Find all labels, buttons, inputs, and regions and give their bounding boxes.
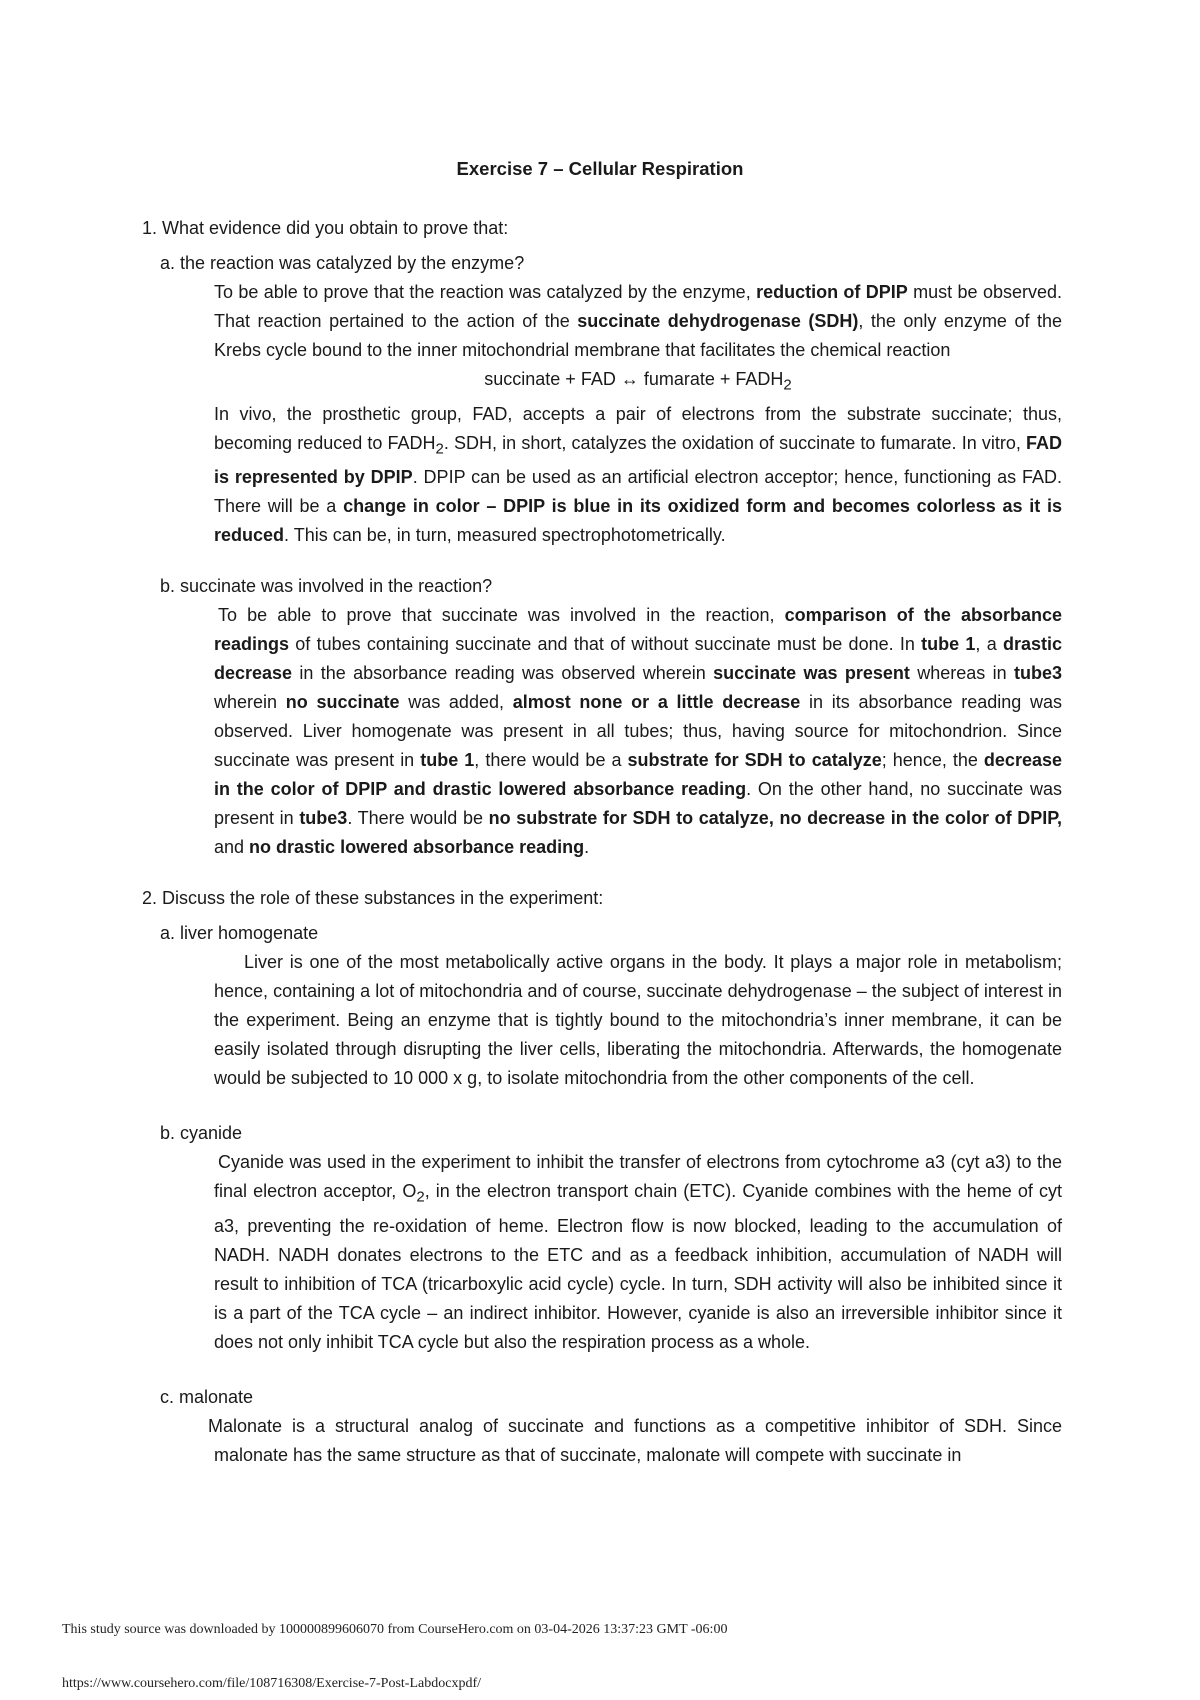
question-2a-label: a. liver homogenate [160, 923, 319, 944]
document-body [142, 214, 1062, 1470]
download-notice: This study source was downloaded by 100000899606070 from CourseHero.com on 03-04-2026 13:37:23 GMT -06:00 [62, 1622, 728, 1637]
question-2: 2. Discuss the role of these substances in the experiment: [142, 888, 604, 909]
answer-1a-paragraph-2: In vivo, the prosthetic group, FAD, accepts a pair of electrons from the substrate succinate; thus, becoming reduced to $FADH_2$. SDH, in short, catalyzes the oxidation of succinate to fumarate. In vitro, FAD is represented by DPIP. DPIP can be used as an artificial electron acceptor; hence, functioning as FAD. There will be a change in color – DPIP is blue in its oxidized form and becomes colorless as it is reduced. This can be, in turn, measured spectrophotometrically. [214, 403, 1062, 546]
answer-2b-paragraph: Cyanide was used in the experiment to inhibit the transfer of electrons from cytochrome a3 (cyt a3) to the final electron acceptor, $O_2$, in the electron transport chain (ETC). Cyanide combines with the heme of cyt a3, preventing the re-oxidation of heme. Electron flow is now blocked, leading to the accumulation of NADH. NADH donates electrons to the ETC and as a feedback inhibition, accumulation of NADH will result to inhibition of TCA (tricarboxylic acid cycle) cycle. In turn, SDH activity will also be inhibited since it is a part of the TCA cycle – an indirect inhibitor. However, cyanide is also an irreversible inhibitor since it does not only inhibit TCA cycle but also the respiration process as a whole. [214, 1152, 1062, 1352]
source-url[interactable]: https://www.coursehero.com/file/108716308/Exercise-7-Post-Labdocxpdf/ [62, 1676, 481, 1691]
question-1b-label: b. succinate was involved in the reaction? [160, 576, 493, 597]
answer-2c-paragraph: Malonate is a structural analog of succinate and functions as a competitive inhibitor of SDH. Since malonate has the same structure as that of succinate, malonate will compete with succinate in [208, 1415, 1062, 1465]
page-title: Exercise 7 – Cellular Respiration [456, 158, 744, 179]
answer-1b-paragraph: To be able to prove that succinate was involved in the reaction, comparison of the absorbance readings of tubes containing succinate and that of without succinate must be done. In tube 1, a drastic decrease in the absorbance reading was observed wherein succinate was present whereas in tube3 wherein no succinate was added, almost none or a little decrease in its absorbance reading was observed. Liver homogenate was present in all tubes; thus, having source for mitochondrion. Since succinate was present in tube 1, there would be a substrate for SDH to catalyze; hence, the decrease in the color of DPIP and drastic lowered absorbance reading. On the other hand, no succinate was present in tube3. There would be no substrate for SDH to catalyze, no decrease in the color of DPIP, and no drastic lowered absorbance reading. [214, 605, 1063, 858]
question-1: 1. What evidence did you obtain to prove that: [142, 218, 509, 238]
answer-2a-paragraph: Liver is one of the most metabolically active organs in the body. It plays a major role in metabolism; hence, containing a lot of mitochondria and of course, succinate dehydrogenase – the subject of interest in the experiment. Being an enzyme that is tightly bound to the mitochondria’s inner membrane, it can be easily isolated through disrupting the liver cells, liberating the mitochondria. Afterwards, the homogenate would be subjected to 10 000 x g, to isolate mitochondria from the other components of the cell. [214, 952, 1062, 1089]
question-2b-label: b. cyanide [160, 1123, 243, 1144]
question-2c-label: c. malonate [160, 1386, 254, 1407]
reaction-formula: succinate + FAD ↔ fumarate + $FADH_2$ [484, 369, 792, 394]
question-1a-label: a. the reaction was catalyzed by the enzyme? [160, 253, 525, 273]
answer-1a-paragraph-1: To be able to prove that the reaction was catalyzed by the enzyme, reduction of DPIP must be observed. That reaction pertained to the action of the succinate dehydrogenase (SDH), the only enzyme of the Krebs cycle bound to the inner mitochondrial membrane that facilitates the chemical reaction [214, 282, 1062, 360]
